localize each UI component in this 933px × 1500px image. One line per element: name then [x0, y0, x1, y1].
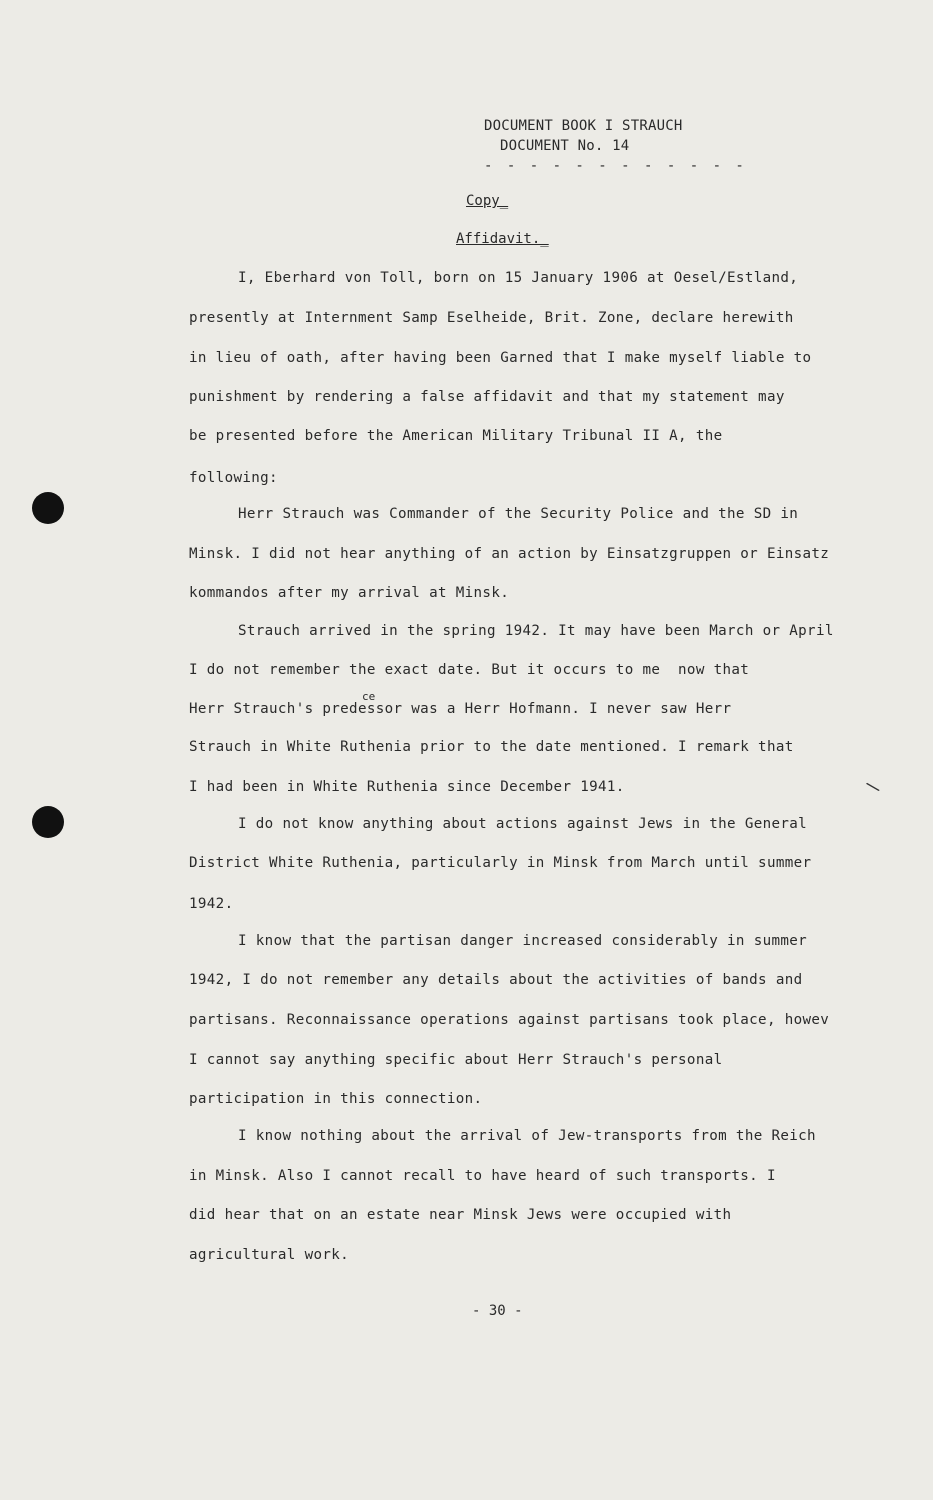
document-number-label: DOCUMENT No. 14 — [500, 138, 630, 154]
text-line: Minsk. I did not hear anything of an action by Einsatzgruppen or Einsatz — [189, 546, 830, 562]
text-line: in lieu of oath, after having been Garned that I make myself liable to — [189, 350, 812, 366]
text-line: I cannot say anything specific about Herr Strauch's personal — [189, 1052, 723, 1068]
punch-hole — [32, 492, 64, 524]
text-line: District White Ruthenia, particularly in Minsk from March until summer — [189, 855, 812, 871]
text-line: I do not remember the exact date. But it occurs to me now that — [189, 662, 750, 678]
text-line: I know that the partisan danger increased considerably in summer — [238, 933, 808, 949]
punch-hole — [32, 806, 64, 838]
text-line: 1942. — [189, 896, 234, 912]
text-line: presently at Internment Samp Eselheide, Brit. Zone, declare herewith — [189, 310, 794, 326]
text-line: Strauch in White Ruthenia prior to the date mentioned. I remark that — [189, 739, 794, 755]
text-line: Strauch arrived in the spring 1942. It may have been March or April — [238, 623, 834, 639]
document-header — [430, 116, 770, 176]
document-book-label: DOCUMENT BOOK I STRAUCH — [484, 118, 683, 134]
copy-title: Copy_ — [466, 193, 509, 209]
text-line: Herr Strauch's predessor was a Herr Hofmann. I never saw Herr — [189, 701, 732, 717]
text-line: did hear that on an estate near Minsk Jews were occupied with — [189, 1207, 732, 1223]
text-line: I do not know anything about actions against Jews in the General — [238, 816, 808, 832]
text-line: following: — [189, 470, 278, 486]
affidavit-title: Affidavit._ — [456, 231, 549, 247]
text-line: participation in this connection. — [189, 1091, 483, 1107]
text-line: agricultural work. — [189, 1247, 350, 1263]
text-line: I had been in White Ruthenia since December 1941. — [189, 779, 625, 795]
text-line: I know nothing about the arrival of Jew-transports from the Reich — [238, 1128, 816, 1144]
text-line: be presented before the American Military Tribunal II A, the — [189, 428, 723, 444]
text-line: in Minsk. Also I cannot recall to have heard of such transports. I — [189, 1168, 776, 1184]
text-line: punishment by rendering a false affidavit and that my statement may — [189, 389, 785, 405]
text-line: partisans. Reconnaissance operations against partisans took place, howev — [189, 1012, 830, 1028]
handwritten-insert: ce — [362, 690, 376, 703]
page-number: - 30 - — [472, 1303, 523, 1319]
text-line: 1942, I do not remember any details about the activities of bands and — [189, 972, 803, 988]
text-line: kommandos after my arrival at Minsk. — [189, 585, 510, 601]
pencil-mark: \ — [863, 775, 883, 798]
text-line: I, Eberhard von Toll, born on 15 January 1906 at Oesel/Estland, — [238, 270, 799, 286]
header-rule: - - - - - - - - - - - - — [484, 158, 747, 174]
text-line: Herr Strauch was Commander of the Security Police and the SD in — [238, 506, 799, 522]
